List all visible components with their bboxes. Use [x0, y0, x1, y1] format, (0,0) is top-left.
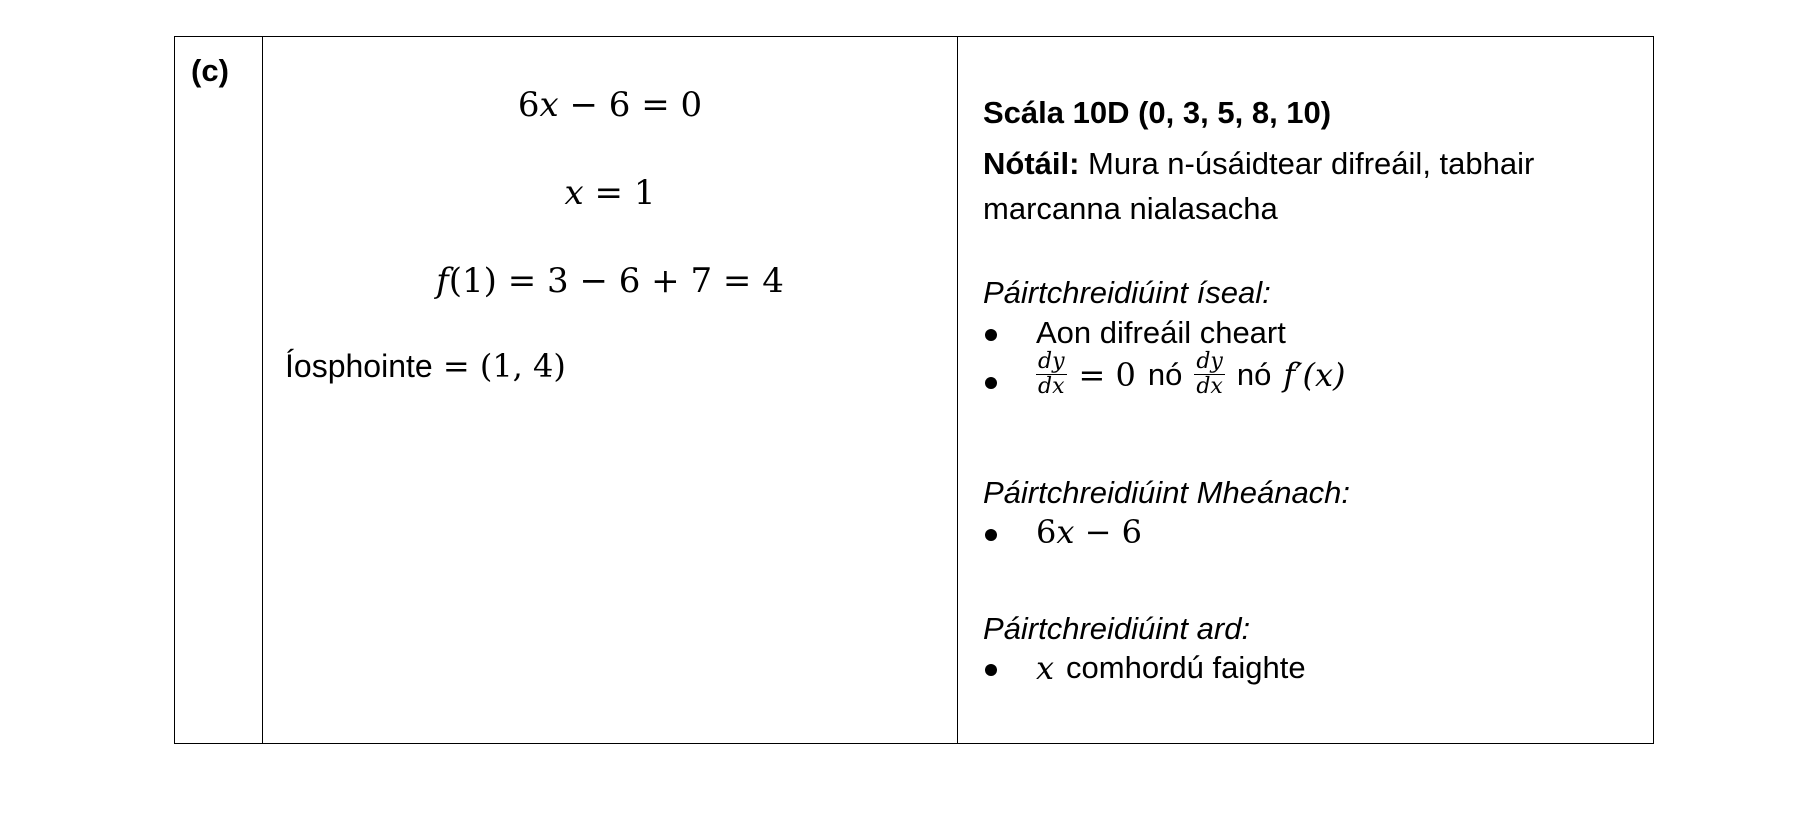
- part-label-column: [175, 37, 263, 743]
- marking-scheme-column: [958, 37, 1653, 743]
- equals-zero: = 0: [1078, 355, 1136, 394]
- part-label: (c): [191, 53, 229, 88]
- eq2-var: x: [564, 173, 584, 213]
- marking-scheme-table: [174, 36, 1654, 744]
- mid-credit-item-1: [1036, 513, 1142, 551]
- frac-denominator: dx: [1038, 374, 1065, 399]
- mid-item-rest: − 6: [1074, 513, 1142, 551]
- equation-function-value: [263, 261, 957, 301]
- low-credit-item-2: [1036, 350, 1345, 399]
- note-text: Mura n-úsáidtear difreáil, tabhair marcanna nialasacha: [983, 146, 1535, 226]
- equation-derivative-zero: [263, 85, 957, 125]
- solution-column: [263, 37, 958, 743]
- bullet-icon: [985, 529, 997, 541]
- eq1-rest: − 6 = 0: [558, 85, 703, 125]
- high-credit-item-1: [1036, 649, 1306, 687]
- f-prime: f′(x): [1283, 355, 1346, 394]
- bullet-icon: [985, 377, 997, 389]
- high-item-text: comhordú faighte: [1066, 650, 1306, 685]
- eq1-var: x: [539, 85, 559, 125]
- bullet-icon: [985, 664, 997, 676]
- note: [983, 141, 1603, 231]
- high-item-var: x: [1036, 649, 1055, 687]
- minimum-point-line: [285, 347, 566, 385]
- eq3-rest: (1) = 3 − 6 + 7 = 4: [448, 261, 784, 301]
- mid-item-coef: 6: [1036, 513, 1057, 551]
- low-credit-item-1-text: Aon difreáil cheart: [1036, 315, 1286, 350]
- scale-title: Scála 10D (0, 3, 5, 8, 10): [983, 95, 1332, 130]
- frac-numerator: dy: [1196, 349, 1223, 374]
- or-word-2: nó: [1236, 356, 1272, 392]
- equation-x-value: [263, 173, 957, 213]
- dy-dx-fraction: [1036, 350, 1067, 399]
- eq3-func: f: [436, 261, 449, 301]
- mid-item-expr: [1036, 513, 1142, 551]
- mid-item-var: x: [1056, 513, 1075, 551]
- eq2-rest: = 1: [583, 173, 656, 213]
- mid-credit-heading: Páirtchreidiúint Mheánach:: [983, 475, 1351, 510]
- eq1-coef: 6: [517, 85, 540, 125]
- frac-denominator: dx: [1196, 374, 1223, 399]
- minimum-point-label: Íosphointe: [285, 348, 433, 384]
- or-word-1: nó: [1147, 356, 1183, 392]
- minimum-point-value: = (1, 4): [432, 347, 566, 385]
- high-credit-heading: Páirtchreidiúint ard:: [983, 611, 1251, 646]
- bullet-icon: [985, 329, 997, 341]
- frac-numerator: dy: [1038, 349, 1065, 374]
- dy-dx-fraction: [1194, 350, 1225, 399]
- low-credit-item-1: [1036, 315, 1286, 351]
- note-label: Nótáil:: [983, 146, 1080, 181]
- low-credit-heading: Páirtchreidiúint íseal:: [983, 275, 1271, 310]
